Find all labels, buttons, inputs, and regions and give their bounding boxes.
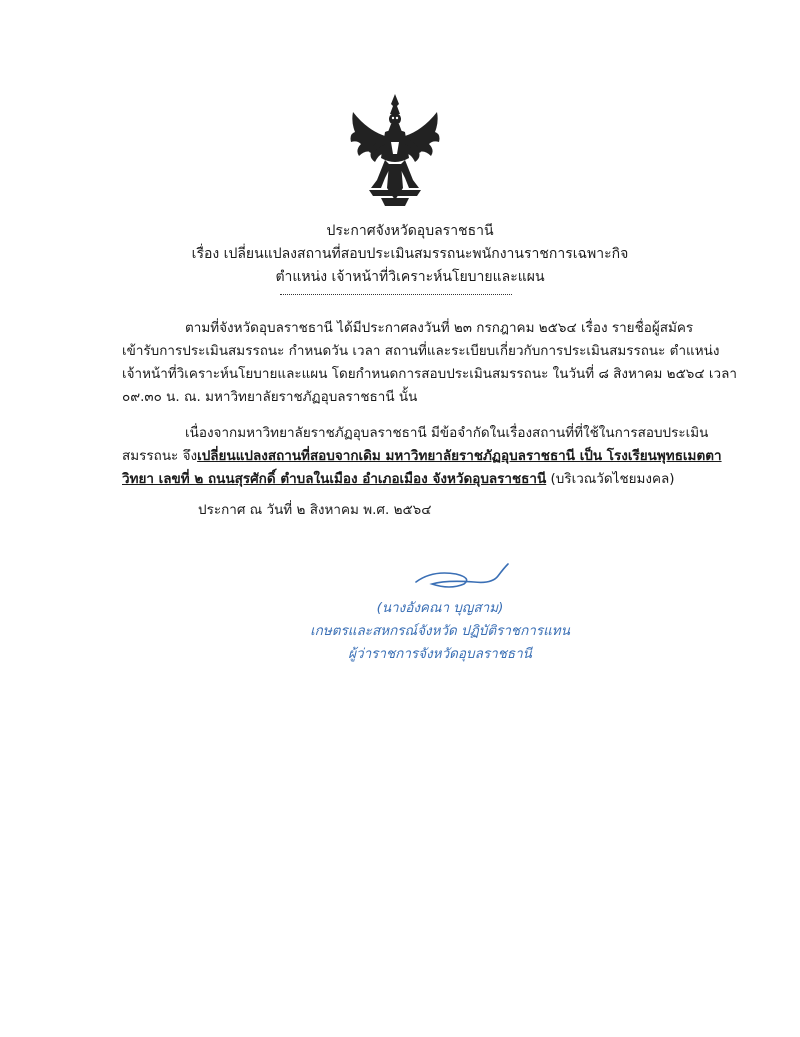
announcement-title: ประกาศจังหวัดอุบลราชธานี (326, 223, 494, 239)
signatory-name: (นางอังคณา บุญสาม) (376, 600, 504, 616)
paragraph2-line2 (122, 446, 722, 466)
paragraph2-line1: เนื่องจากมหาวิทยาลัยราชภัฏอุบลราชธานี มีข้อจำกัดในเรื่องสถานที่ที่ใช้ในการสอบประเมิน (185, 425, 709, 441)
signatory-office: ผู้ว่าราชการจังหวัดอุบลราชธานี (348, 646, 532, 662)
announcement-subject: เรื่อง เปลี่ยนแปลงสถานที่สอบประเมินสมรรถนะพนักงานราชการเฉพาะกิจ (191, 246, 629, 262)
heading-divider (280, 294, 512, 295)
paragraph2-line2-plain: สมรรถนะ จึง (122, 448, 198, 464)
paragraph1-line1: ตามที่จังหวัดอุบลราชธานี ได้มีประกาศลงวันที่ ๒๓ กรกฎาคม ๒๕๖๔ เรื่อง รายชื่อผู้สมัคร (185, 320, 694, 336)
venue-note: (บริเวณวัดไชยมงคล) (546, 471, 675, 487)
paragraph1-line2: เข้ารับการประเมินสมรรถนะ กำหนดวัน เวลา สถานที่และระเบียบเกี่ยวกับการประเมินสมรรถนะ ตำแหน่ง (122, 343, 720, 359)
announcement-date: ประกาศ ณ วันที่ ๒ สิงหาคม พ.ศ. ๒๕๖๔ (198, 502, 432, 518)
paragraph2-line3 (122, 469, 675, 489)
announcement-position: ตำแหน่ง เจ้าหน้าที่วิเคราะห์นโยบายและแผน (275, 269, 545, 285)
handwritten-signature (412, 562, 512, 594)
new-venue-text: เปลี่ยนแปลงสถานที่สอบจากเดิม มหาวิทยาลัยราชภัฏอุบลราชธานี เป็น โรงเรียนพุทธเมตตา (197, 448, 722, 464)
new-venue-address: วิทยา เลขที่ ๒ ถนนสุรศักดิ์ ตำบลในเมือง อำเภอเมือง จังหวัดอุบลราชธานี (122, 471, 547, 487)
paragraph1-line3: เจ้าหน้าที่วิเคราะห์นโยบายและแผน โดยกำหนดการสอบประเมินสมรรถนะ ในวันที่ ๘ สิงหาคม ๒๕๖๔ เวลา (122, 366, 737, 382)
signatory-position: เกษตรและสหกรณ์จังหวัด ปฏิบัติราชการแทน (310, 623, 570, 639)
garuda-emblem-icon (347, 92, 443, 208)
paragraph1-line4: ๐๙.๓๐ น. ณ. มหาวิทยาลัยราชภัฏอุบลราชธานี นั้น (122, 389, 418, 405)
